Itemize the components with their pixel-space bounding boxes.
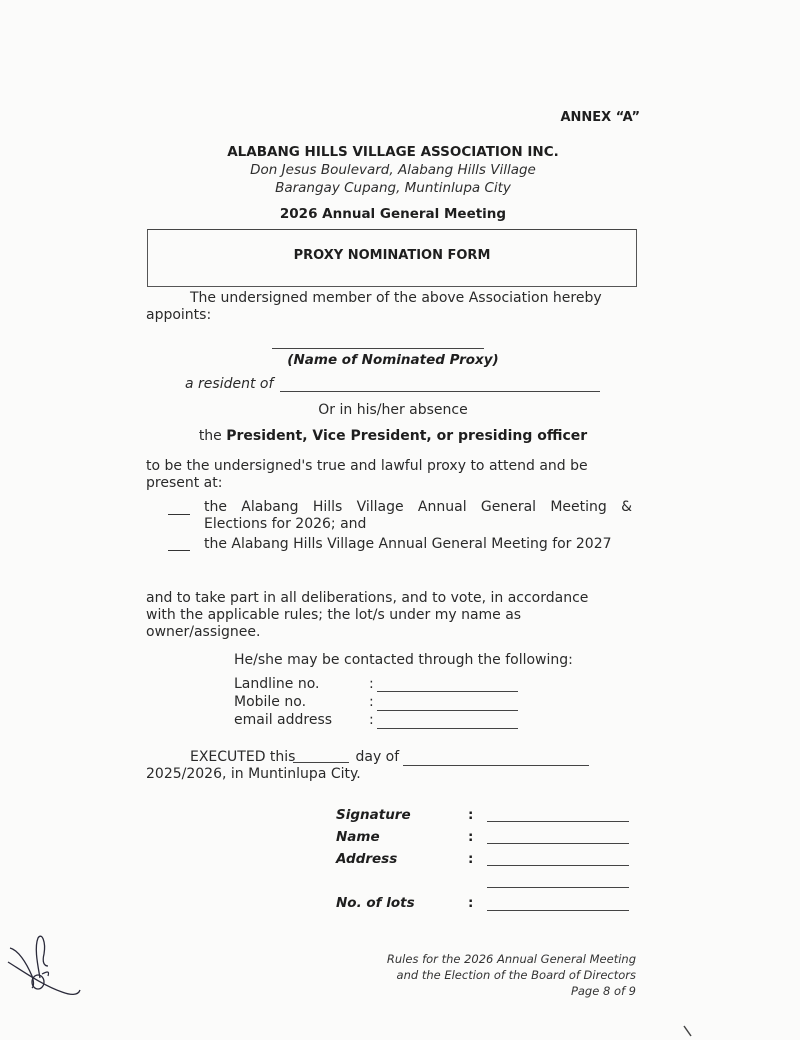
option-2026 (204, 499, 632, 533)
intro-paragraph (146, 290, 626, 324)
option-2026-line2: Elections for 2026; and (204, 516, 367, 532)
signature-field[interactable] (487, 821, 629, 822)
address-colon: : (468, 851, 474, 867)
address-line-2: Barangay Cupang, Muntinlupa City (275, 180, 511, 196)
email-colon: : (369, 712, 374, 728)
organization-name: ALABANG HILLS VILLAGE ASSOCIATION INC. (227, 144, 559, 160)
form-title: PROXY NOMINATION FORM (293, 248, 491, 263)
executed-day-field[interactable] (293, 762, 349, 763)
email-field[interactable] (377, 728, 518, 729)
mobile-field[interactable] (377, 710, 518, 711)
officer-line (0, 428, 786, 444)
footer-page-number: Page 8 of 9 (570, 984, 636, 998)
meeting-title: 2026 Annual General Meeting (279, 206, 507, 222)
officer-prefix: the (198, 428, 222, 444)
mobile-colon: : (369, 694, 374, 710)
annex-label: ANNEX “A” (560, 110, 640, 125)
option-2027: the Alabang Hills Village Annual General Meeting for 2027 (204, 536, 612, 552)
option-2026-line1: the Alabang Hills Village Annual General Meeting & (204, 499, 632, 515)
landline-field[interactable] (377, 691, 518, 692)
lots-label: No. of lots (336, 895, 415, 911)
lots-colon: : (468, 895, 474, 911)
landline-colon: : (369, 676, 374, 692)
absence-text: Or in his/her absence (318, 402, 468, 418)
footer-line-2: and the Election of the Board of Directors (396, 968, 636, 982)
proxy-paragraph: to be the undersigned's true and lawful proxy to attend and be present at: (146, 458, 588, 491)
executed-statement (146, 749, 399, 783)
email-label: email address (234, 712, 333, 728)
option-2027-checkbox-blank[interactable] (168, 550, 190, 551)
deliberation-paragraph: and to take part in all deliberations, and to vote, in accordance with the applicable rules; the lot/s under my name as owner/assignee. (146, 590, 589, 640)
mobile-label: Mobile no. (234, 694, 307, 710)
executed-month-field[interactable] (403, 765, 589, 766)
executed-prefix: EXECUTED this (190, 749, 296, 765)
address-line-1: Don Jesus Boulevard, Alabang Hills Village (250, 162, 536, 178)
resident-of-field[interactable] (280, 391, 600, 392)
nominee-name-label: (Name of Nominated Proxy) (287, 352, 499, 368)
lots-field[interactable] (487, 910, 629, 911)
address-field-line2[interactable] (487, 887, 629, 888)
landline-label: Landline no. (234, 676, 320, 692)
name-colon: : (468, 829, 474, 845)
option-2026-checkbox-blank[interactable] (168, 514, 190, 515)
name-field[interactable] (487, 843, 629, 844)
executed-suffix: 2025/2026, in Muntinlupa City. (146, 766, 361, 782)
officer-text: President, Vice President, or presiding officer (226, 428, 588, 444)
name-label: Name (336, 829, 380, 845)
intro-text: The undersigned member of the above Association hereby appoints: (146, 290, 602, 323)
nominee-name-field[interactable] (272, 348, 484, 349)
contact-intro: He/she may be contacted through the following: (234, 652, 573, 668)
scan-mark-icon (682, 1024, 694, 1038)
address-label: Address (336, 851, 398, 867)
resident-label: a resident of (185, 376, 274, 392)
address-field-line1[interactable] (487, 865, 629, 866)
page-footer (387, 951, 636, 999)
handwritten-initials-icon (4, 930, 84, 1005)
footer-line-1: Rules for the 2026 Annual General Meeting (386, 952, 636, 966)
signature-colon: : (468, 807, 474, 823)
signature-label: Signature (336, 807, 411, 823)
executed-day-of: day of (355, 749, 400, 765)
